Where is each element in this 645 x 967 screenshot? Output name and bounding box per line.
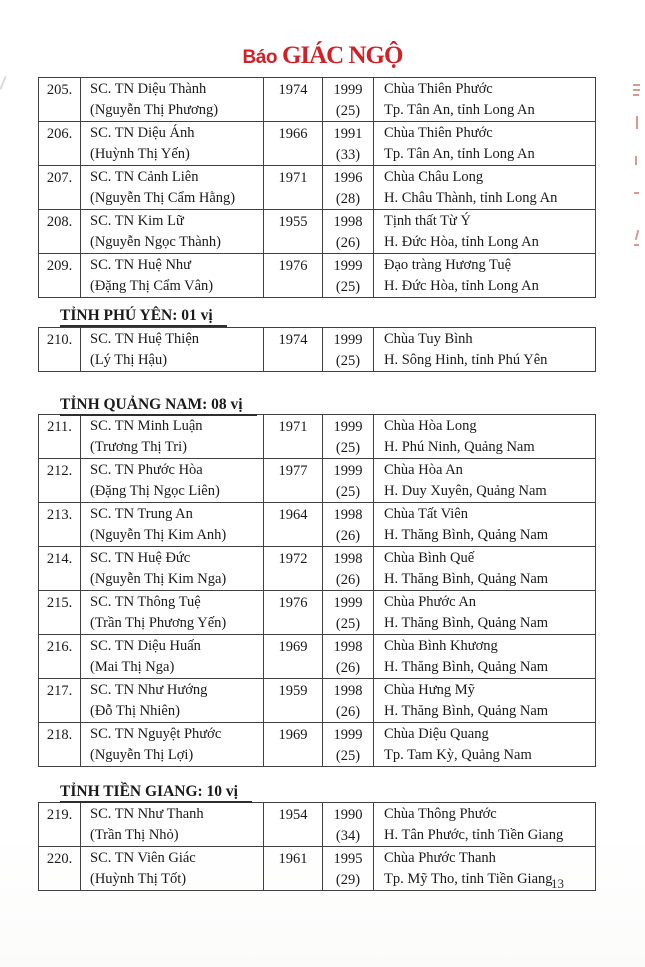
birth-year-cell (264, 415, 323, 459)
ordination-cell (323, 679, 374, 723)
nun-name: SC. TN Diệu Thành (90, 81, 207, 97)
ordination-age: (26) (335, 659, 361, 676)
birth-year: 1974 (278, 332, 308, 348)
row-number: 208. (46, 214, 73, 230)
row-number: 213. (46, 507, 73, 523)
name-cell (81, 254, 264, 298)
temple-name: Chùa Thông Phước (384, 806, 497, 822)
temple-cell (374, 547, 596, 591)
ordination-age: (34) (335, 827, 361, 844)
name-cell (81, 723, 264, 767)
birth-year-cell (264, 254, 323, 298)
masthead-prefix: Báo (242, 47, 277, 68)
ordination-table (38, 802, 596, 891)
temple-cell (374, 328, 596, 372)
row-number-cell (39, 254, 81, 298)
scan-corner-artifact (0, 76, 7, 90)
birth-year: 1954 (278, 807, 308, 823)
ordination-age: (25) (335, 615, 361, 632)
ordination-year: 1999 (333, 332, 363, 348)
row-number: 217. (46, 683, 73, 699)
temple-name: Chùa Tất Viên (384, 506, 468, 522)
nun-name: SC. TN Minh Luận (90, 418, 203, 434)
table-row (39, 459, 596, 503)
temple-name: Đạo tràng Hương Tuệ (384, 257, 512, 273)
temple-location: H. Thăng Bình, Quảng Nam (384, 570, 549, 587)
name-cell (81, 635, 264, 679)
ordination-year: 1990 (333, 807, 363, 823)
temple-location: H. Sông Hinh, tỉnh Phú Yên (384, 351, 548, 368)
ordination-year: 1998 (333, 683, 363, 699)
name-cell (81, 503, 264, 547)
ordination-cell (323, 803, 374, 847)
birth-year-cell (264, 847, 323, 891)
row-number-cell (39, 847, 81, 891)
lay-name: (Nguyễn Thị Cẩm Hằng) (90, 189, 236, 206)
birth-year: 1955 (278, 214, 308, 230)
lay-name: (Nguyễn Thị Kim Anh) (90, 526, 227, 543)
ordination-year: 1999 (333, 258, 363, 274)
table-row (39, 122, 596, 166)
ordination-age: (26) (335, 527, 361, 544)
nun-name: SC. TN Diệu Ánh (90, 125, 195, 141)
row-number: 216. (46, 639, 73, 655)
nun-name: SC. TN Cảnh Liên (90, 169, 199, 185)
lay-name: (Huỳnh Thị Tốt) (90, 870, 187, 887)
lay-name: (Nguyễn Thị Kim Nga) (90, 570, 227, 587)
row-number-cell (39, 328, 81, 372)
birth-year-cell (264, 210, 323, 254)
ordination-cell (323, 635, 374, 679)
ordination-year: 1999 (333, 82, 363, 98)
birth-year-cell (264, 122, 323, 166)
lay-name: (Nguyễn Ngọc Thành) (90, 233, 222, 250)
ordination-cell (323, 459, 374, 503)
birth-year: 1977 (278, 463, 308, 479)
temple-location: H. Đức Hòa, tỉnh Long An (384, 277, 539, 294)
ordination-cell (323, 847, 374, 891)
province-header (60, 395, 595, 414)
temple-location: H. Châu Thành, tỉnh Long An (384, 189, 558, 206)
nun-name: SC. TN Huệ Như (90, 257, 192, 273)
name-cell (81, 415, 264, 459)
row-number-cell (39, 459, 81, 503)
temple-cell (374, 166, 596, 210)
temple-name: Chùa Châu Long (384, 169, 484, 185)
name-cell (81, 122, 264, 166)
nun-name: SC. TN Huệ Đức (90, 550, 191, 566)
ordination-year: 1998 (333, 507, 363, 523)
nun-name: SC. TN Thông Tuệ (90, 594, 201, 610)
name-cell (81, 847, 264, 891)
birth-year: 1971 (278, 170, 308, 186)
ordination-age: (25) (335, 439, 361, 456)
row-number-cell (39, 415, 81, 459)
row-number: 212. (46, 463, 73, 479)
temple-name: Tịnh thất Từ Ý (384, 213, 471, 229)
birth-year: 1976 (278, 258, 308, 274)
birth-year-cell (264, 166, 323, 210)
temple-location: H. Thăng Bình, Quảng Nam (384, 614, 549, 631)
birth-year: 1961 (278, 851, 308, 867)
birth-year-cell (264, 723, 323, 767)
ordination-cell (323, 122, 374, 166)
birth-year: 1966 (278, 126, 308, 142)
name-cell (81, 679, 264, 723)
ordination-table (38, 327, 596, 372)
nun-name: SC. TN Trung An (90, 506, 193, 522)
row-number: 206. (46, 126, 73, 142)
province-header (60, 782, 595, 801)
page-number: 13 (551, 876, 564, 891)
table-row (39, 679, 596, 723)
lay-name: (Nguyễn Thị Phương) (90, 101, 219, 118)
table-row (39, 847, 596, 891)
edge-bleed-marks (631, 84, 641, 264)
ordination-age: (33) (335, 146, 361, 163)
ordination-year: 1991 (333, 126, 363, 142)
ordination-age: (26) (335, 234, 361, 251)
name-cell (81, 591, 264, 635)
row-number: 205. (46, 82, 73, 98)
lay-name: (Trương Thị Tri) (90, 438, 187, 455)
ordination-cell (323, 547, 374, 591)
nun-name: SC. TN Viên Giác (90, 850, 196, 866)
temple-location: H. Thăng Bình, Quảng Nam (384, 526, 549, 543)
nun-name: SC. TN Như Thanh (90, 806, 204, 822)
name-cell (81, 803, 264, 847)
table-row (39, 547, 596, 591)
temple-location: Tp. Tân An, tỉnh Long An (384, 145, 535, 162)
name-cell (81, 328, 264, 372)
temple-cell (374, 503, 596, 547)
ordination-year: 1999 (333, 727, 363, 743)
birth-year: 1976 (278, 595, 308, 611)
row-number-cell (39, 679, 81, 723)
ordination-year: 1996 (333, 170, 363, 186)
lay-name: (Lý Thị Hậu) (90, 351, 168, 368)
name-cell (81, 78, 264, 122)
temple-location: Tp. Tam Kỳ, Quảng Nam (384, 746, 532, 763)
nun-name: SC. TN Diệu Huấn (90, 638, 201, 654)
birth-year: 1959 (278, 683, 308, 699)
lay-name: (Đặng Thị Cẩm Vân) (90, 277, 214, 294)
temple-cell (374, 459, 596, 503)
birth-year: 1972 (278, 551, 308, 567)
birth-year: 1971 (278, 419, 308, 435)
temple-name: Chùa Hòa Long (384, 418, 477, 434)
temple-location: Tp. Tân An, tỉnh Long An (384, 101, 535, 118)
ordination-age: (28) (335, 190, 361, 207)
ordination-age: (25) (335, 483, 361, 500)
ordination-cell (323, 415, 374, 459)
ordination-cell (323, 328, 374, 372)
lay-name: (Đặng Thị Ngọc Liên) (90, 482, 220, 499)
table-row (39, 78, 596, 122)
table-row (39, 635, 596, 679)
ordination-cell (323, 254, 374, 298)
table-row (39, 328, 596, 372)
ordination-year: 1999 (333, 419, 363, 435)
lay-name: (Huỳnh Thị Yến) (90, 145, 190, 162)
ordination-year: 1998 (333, 214, 363, 230)
birth-year-cell (264, 547, 323, 591)
ordination-age: (25) (335, 278, 361, 295)
row-number-cell (39, 122, 81, 166)
temple-name: Chùa Bình Khương (384, 638, 498, 654)
temple-cell (374, 122, 596, 166)
table-row (39, 503, 596, 547)
name-cell (81, 210, 264, 254)
ordination-cell (323, 723, 374, 767)
masthead-title: GIÁC NGỘ (281, 42, 403, 69)
row-number: 219. (46, 807, 73, 823)
row-number: 218. (46, 727, 73, 743)
ordination-cell (323, 210, 374, 254)
ordination-table (38, 77, 596, 298)
ordination-year: 1998 (333, 639, 363, 655)
table-row (39, 803, 596, 847)
nun-name: SC. TN Nguyệt Phước (90, 726, 222, 742)
temple-cell (374, 723, 596, 767)
ordination-cell (323, 503, 374, 547)
temple-name: Chùa Thiên Phước (384, 81, 493, 97)
temple-location: H. Đức Hòa, tỉnh Long An (384, 233, 539, 250)
row-number-cell (39, 803, 81, 847)
masthead (0, 42, 645, 70)
birth-year-cell (264, 503, 323, 547)
ordination-cell (323, 166, 374, 210)
temple-cell (374, 415, 596, 459)
birth-year-cell (264, 803, 323, 847)
row-number: 211. (47, 419, 72, 435)
birth-year-cell (264, 78, 323, 122)
table-row (39, 591, 596, 635)
ordination-table (38, 414, 596, 767)
name-cell (81, 166, 264, 210)
birth-year-cell (264, 591, 323, 635)
temple-cell (374, 254, 596, 298)
ordination-age: (25) (335, 102, 361, 119)
ordination-cell (323, 591, 374, 635)
temple-location: H. Thăng Bình, Quảng Nam (384, 658, 549, 675)
name-cell (81, 459, 264, 503)
row-number-cell (39, 547, 81, 591)
birth-year: 1969 (278, 639, 308, 655)
temple-name: Chùa Hưng Mỹ (384, 682, 475, 698)
province-section (38, 782, 595, 891)
table-row (39, 723, 596, 767)
ordination-age: (25) (335, 352, 361, 369)
province-section (38, 306, 595, 372)
temple-location: H. Duy Xuyên, Quảng Nam (384, 482, 547, 499)
province-section (38, 77, 595, 298)
ordination-year: 1999 (333, 463, 363, 479)
province-header-text: TỈNH TIỀN GIANG: 10 vị (60, 783, 252, 803)
lay-name: (Trần Thị Nhỏ) (90, 826, 179, 843)
birth-year: 1974 (278, 82, 308, 98)
ordination-year: 1995 (333, 851, 363, 867)
row-number-cell (39, 210, 81, 254)
province-header-text: TỈNH PHÚ YÊN: 01 vị (60, 307, 227, 327)
lay-name: (Nguyễn Thị Lợi) (90, 746, 194, 763)
nun-name: SC. TN Như Hướng (90, 682, 208, 698)
temple-cell (374, 591, 596, 635)
ordination-cell (323, 78, 374, 122)
row-number: 215. (46, 595, 73, 611)
nun-name: SC. TN Huệ Thiện (90, 331, 200, 347)
lay-name: (Đỗ Thị Nhiên) (90, 702, 180, 719)
temple-cell (374, 210, 596, 254)
row-number: 209. (46, 258, 73, 274)
temple-location: Tp. Mỹ Tho, tỉnh Tiền Giang (384, 870, 553, 887)
table-row (39, 210, 596, 254)
temple-name: Chùa Diệu Quang (384, 726, 489, 742)
lay-name: (Mai Thị Nga) (90, 658, 175, 675)
temple-cell (374, 78, 596, 122)
row-number-cell (39, 591, 81, 635)
birth-year-cell (264, 459, 323, 503)
temple-name: Chùa Tuy Bình (384, 331, 473, 347)
row-number: 207. (46, 170, 73, 186)
temple-name: Chùa Phước Thanh (384, 850, 496, 866)
province-section (38, 395, 595, 767)
nun-name: SC. TN Kim Lữ (90, 213, 184, 229)
table-row (39, 415, 596, 459)
nun-name: SC. TN Phước Hòa (90, 462, 203, 478)
table-row (39, 254, 596, 298)
temple-cell (374, 635, 596, 679)
province-header-text: TỈNH QUẢNG NAM: 08 vị (60, 396, 257, 416)
ordination-age: (26) (335, 703, 361, 720)
temple-name: Chùa Bình Quế (384, 550, 475, 566)
temple-location: H. Phú Ninh, Quảng Nam (384, 438, 535, 455)
province-header (60, 306, 595, 325)
temple-name: Chùa Hòa An (384, 462, 463, 478)
temple-name: Chùa Thiên Phước (384, 125, 493, 141)
document-body (38, 77, 595, 891)
name-cell (81, 547, 264, 591)
birth-year-cell (264, 635, 323, 679)
temple-cell (374, 679, 596, 723)
lay-name: (Trần Thị Phương Yến) (90, 614, 227, 631)
ordination-year: 1998 (333, 551, 363, 567)
ordination-age: (25) (335, 747, 361, 764)
table-row (39, 166, 596, 210)
row-number-cell (39, 635, 81, 679)
row-number-cell (39, 503, 81, 547)
ordination-year: 1999 (333, 595, 363, 611)
ordination-age: (29) (335, 871, 361, 888)
row-number: 220. (46, 851, 73, 867)
row-number-cell (39, 166, 81, 210)
birth-year-cell (264, 679, 323, 723)
birth-year-cell (264, 328, 323, 372)
temple-location: H. Thăng Bình, Quảng Nam (384, 702, 549, 719)
row-number: 214. (46, 551, 73, 567)
birth-year: 1969 (278, 727, 308, 743)
temple-cell (374, 803, 596, 847)
ordination-age: (26) (335, 571, 361, 588)
row-number: 210. (46, 332, 73, 348)
temple-name: Chùa Phước An (384, 594, 477, 610)
row-number-cell (39, 78, 81, 122)
birth-year: 1964 (278, 507, 308, 523)
temple-location: H. Tân Phước, tỉnh Tiền Giang (384, 826, 564, 843)
row-number-cell (39, 723, 81, 767)
